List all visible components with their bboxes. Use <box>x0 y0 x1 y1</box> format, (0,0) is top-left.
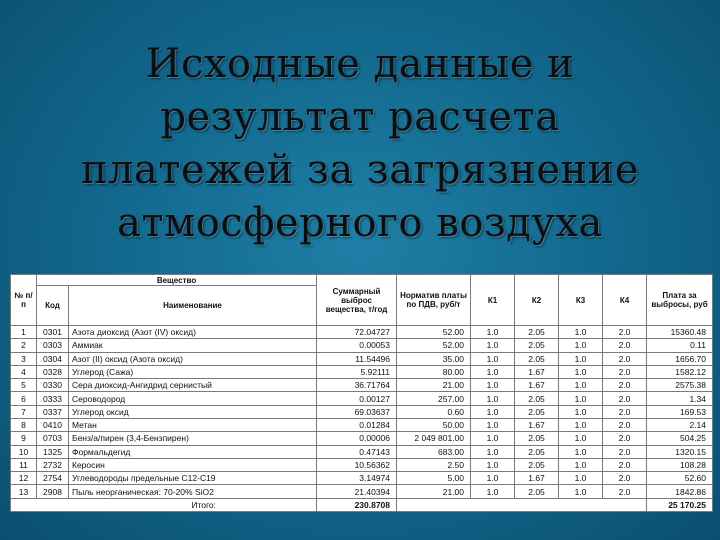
cell-k3: 1.0 <box>559 485 603 498</box>
table-row <box>11 405 713 418</box>
table-row <box>11 326 713 339</box>
table-row <box>11 472 713 485</box>
total-payment: 25 170.25 <box>647 498 713 511</box>
cell-name: Углерод (Сажа) <box>69 365 317 378</box>
cell-rate: 0.60 <box>397 405 471 418</box>
title-line-4: атмосферного воздуха <box>117 200 603 246</box>
cell-emission: 36.71764 <box>317 379 397 392</box>
cell-code: 2732 <box>37 458 69 471</box>
table-row <box>11 432 713 445</box>
cell-k4: 2.0 <box>603 352 647 365</box>
cell-code: 0304 <box>37 352 69 365</box>
cell-k3: 1.0 <box>559 379 603 392</box>
cell-emission: 72.04727 <box>317 326 397 339</box>
total-label: Итого: <box>11 498 317 511</box>
cell-rate: 2.50 <box>397 458 471 471</box>
cell-k2: 2.05 <box>515 432 559 445</box>
cell-payment: 15360.48 <box>647 326 713 339</box>
cell-no: 3 <box>11 352 37 365</box>
total-row <box>11 498 713 511</box>
cell-k2: 1.67 <box>515 379 559 392</box>
table-row <box>11 445 713 458</box>
table-row <box>11 458 713 471</box>
cell-rate: 52.00 <box>397 339 471 352</box>
cell-k2: 2.05 <box>515 392 559 405</box>
cell-k3: 1.0 <box>559 432 603 445</box>
payment-table-container <box>10 274 712 512</box>
cell-payment: 52.60 <box>647 472 713 485</box>
table-row <box>11 365 713 378</box>
cell-rate: 683.00 <box>397 445 471 458</box>
cell-k4: 2.0 <box>603 418 647 431</box>
cell-code: 0328 <box>37 365 69 378</box>
cell-name: Керосин <box>69 458 317 471</box>
cell-rate: 35.00 <box>397 352 471 365</box>
cell-name: Азот (II) оксид (Азота оксид) <box>69 352 317 365</box>
cell-name: Аммиак <box>69 339 317 352</box>
cell-k3: 1.0 <box>559 405 603 418</box>
cell-payment: 1842.86 <box>647 485 713 498</box>
payment-table <box>10 274 713 512</box>
cell-payment: 2575.38 <box>647 379 713 392</box>
total-blank <box>397 498 647 511</box>
cell-rate: 52.00 <box>397 326 471 339</box>
cell-k3: 1.0 <box>559 458 603 471</box>
header-k1: К1 <box>471 275 515 326</box>
cell-no: 6 <box>11 392 37 405</box>
cell-k4: 2.0 <box>603 379 647 392</box>
cell-emission: 0.00053 <box>317 339 397 352</box>
cell-emission: 3.14974 <box>317 472 397 485</box>
cell-k3: 1.0 <box>559 339 603 352</box>
cell-k1: 1.0 <box>471 472 515 485</box>
header-no: № п/п <box>11 275 37 326</box>
table-row <box>11 392 713 405</box>
cell-k4: 2.0 <box>603 458 647 471</box>
header-substance: Вещество <box>37 275 317 286</box>
cell-name: Углерод оксид <box>69 405 317 418</box>
total-emission: 230.8708 <box>317 498 397 511</box>
cell-k2: 1.67 <box>515 472 559 485</box>
header-k2: К2 <box>515 275 559 326</box>
cell-emission: 10.56362 <box>317 458 397 471</box>
cell-k2: 1.67 <box>515 365 559 378</box>
cell-k1: 1.0 <box>471 418 515 431</box>
cell-k2: 2.05 <box>515 339 559 352</box>
table-row <box>11 379 713 392</box>
cell-code: 0703 <box>37 432 69 445</box>
cell-code: 0333 <box>37 392 69 405</box>
cell-payment: 0.11 <box>647 339 713 352</box>
cell-k1: 1.0 <box>471 392 515 405</box>
cell-no: 1 <box>11 326 37 339</box>
cell-k1: 1.0 <box>471 352 515 365</box>
cell-code: 0337 <box>37 405 69 418</box>
cell-no: 8 <box>11 418 37 431</box>
cell-payment: 1.34 <box>647 392 713 405</box>
cell-no: 12 <box>11 472 37 485</box>
table-row <box>11 418 713 431</box>
cell-emission: 69.03637 <box>317 405 397 418</box>
cell-rate: 21.00 <box>397 485 471 498</box>
cell-k1: 1.0 <box>471 339 515 352</box>
cell-k4: 2.0 <box>603 405 647 418</box>
cell-k1: 1.0 <box>471 485 515 498</box>
cell-k3: 1.0 <box>559 418 603 431</box>
cell-rate: 257.00 <box>397 392 471 405</box>
cell-emission: 11.54496 <box>317 352 397 365</box>
cell-k4: 2.0 <box>603 365 647 378</box>
cell-name: Сера диоксид-Ангидрид сернистый <box>69 379 317 392</box>
cell-k2: 2.05 <box>515 352 559 365</box>
cell-emission: 0.00006 <box>317 432 397 445</box>
cell-no: 5 <box>11 379 37 392</box>
cell-rate: 80.00 <box>397 365 471 378</box>
cell-k1: 1.0 <box>471 458 515 471</box>
cell-emission: 0.00127 <box>317 392 397 405</box>
cell-payment: 2.14 <box>647 418 713 431</box>
cell-name: Углеводороды предельные С12-С19 <box>69 472 317 485</box>
table-row <box>11 485 713 498</box>
cell-k1: 1.0 <box>471 379 515 392</box>
cell-name: Сероводород <box>69 392 317 405</box>
cell-k3: 1.0 <box>559 472 603 485</box>
cell-no: 9 <box>11 432 37 445</box>
header-rate: Норматив платы по ПДВ, руб/т <box>397 275 471 326</box>
cell-emission: 0.47143 <box>317 445 397 458</box>
table-row <box>11 339 713 352</box>
cell-payment: 504.25 <box>647 432 713 445</box>
cell-name: Бенз/а/пирен (3,4-Бензпирен) <box>69 432 317 445</box>
cell-no: 13 <box>11 485 37 498</box>
cell-k3: 1.0 <box>559 352 603 365</box>
cell-payment: 169.53 <box>647 405 713 418</box>
cell-k4: 2.0 <box>603 392 647 405</box>
header-k4: К4 <box>603 275 647 326</box>
cell-emission: 21.40394 <box>317 485 397 498</box>
cell-k3: 1.0 <box>559 365 603 378</box>
cell-k2: 2.05 <box>515 405 559 418</box>
cell-payment: 1582.12 <box>647 365 713 378</box>
cell-k2: 1.67 <box>515 418 559 431</box>
table-body <box>11 326 713 512</box>
cell-code: 2908 <box>37 485 69 498</box>
cell-k1: 1.0 <box>471 365 515 378</box>
header-name: Наименование <box>69 286 317 326</box>
cell-k2: 2.05 <box>515 485 559 498</box>
cell-k4: 2.0 <box>603 339 647 352</box>
header-code: Код <box>37 286 69 326</box>
cell-code: 1325 <box>37 445 69 458</box>
title-line-2: результат расчета <box>160 94 560 140</box>
cell-k1: 1.0 <box>471 326 515 339</box>
cell-payment: 108.28 <box>647 458 713 471</box>
cell-no: 10 <box>11 445 37 458</box>
header-payment: Плата за выбросы, руб <box>647 275 713 326</box>
cell-k3: 1.0 <box>559 445 603 458</box>
header-k3: К3 <box>559 275 603 326</box>
cell-no: 7 <box>11 405 37 418</box>
cell-k3: 1.0 <box>559 392 603 405</box>
cell-no: 4 <box>11 365 37 378</box>
cell-k2: 2.05 <box>515 326 559 339</box>
cell-payment: 1656.70 <box>647 352 713 365</box>
cell-name: Формальдегид <box>69 445 317 458</box>
cell-rate: 2 049 801.00 <box>397 432 471 445</box>
cell-rate: 21.00 <box>397 379 471 392</box>
cell-k4: 2.0 <box>603 485 647 498</box>
cell-k4: 2.0 <box>603 445 647 458</box>
cell-k1: 1.0 <box>471 445 515 458</box>
cell-k3: 1.0 <box>559 326 603 339</box>
cell-name: Метан <box>69 418 317 431</box>
cell-no: 11 <box>11 458 37 471</box>
cell-k2: 2.05 <box>515 445 559 458</box>
cell-no: 2 <box>11 339 37 352</box>
header-emission: Суммарный выброс вещества, т/год <box>317 275 397 326</box>
cell-code: 0330 <box>37 379 69 392</box>
cell-rate: 5.00 <box>397 472 471 485</box>
slide-title <box>0 38 720 250</box>
cell-code: 2754 <box>37 472 69 485</box>
cell-name: Азота диоксид (Азот (IV) оксид) <box>69 326 317 339</box>
cell-k1: 1.0 <box>471 405 515 418</box>
cell-emission: 5.92111 <box>317 365 397 378</box>
table-row <box>11 352 713 365</box>
cell-emission: 0.01284 <box>317 418 397 431</box>
cell-k4: 2.0 <box>603 472 647 485</box>
cell-k1: 1.0 <box>471 432 515 445</box>
title-line-1: Исходные данные и <box>145 41 575 87</box>
cell-code: 0410 <box>37 418 69 431</box>
cell-payment: 1320.15 <box>647 445 713 458</box>
cell-k4: 2.0 <box>603 432 647 445</box>
cell-k4: 2.0 <box>603 326 647 339</box>
cell-rate: 50.00 <box>397 418 471 431</box>
cell-code: 0301 <box>37 326 69 339</box>
title-line-3: платежей за загрязнение <box>80 147 640 193</box>
cell-name: Пыль неорганическая: 70-20% SiO2 <box>69 485 317 498</box>
cell-code: 0303 <box>37 339 69 352</box>
cell-k2: 2.05 <box>515 458 559 471</box>
